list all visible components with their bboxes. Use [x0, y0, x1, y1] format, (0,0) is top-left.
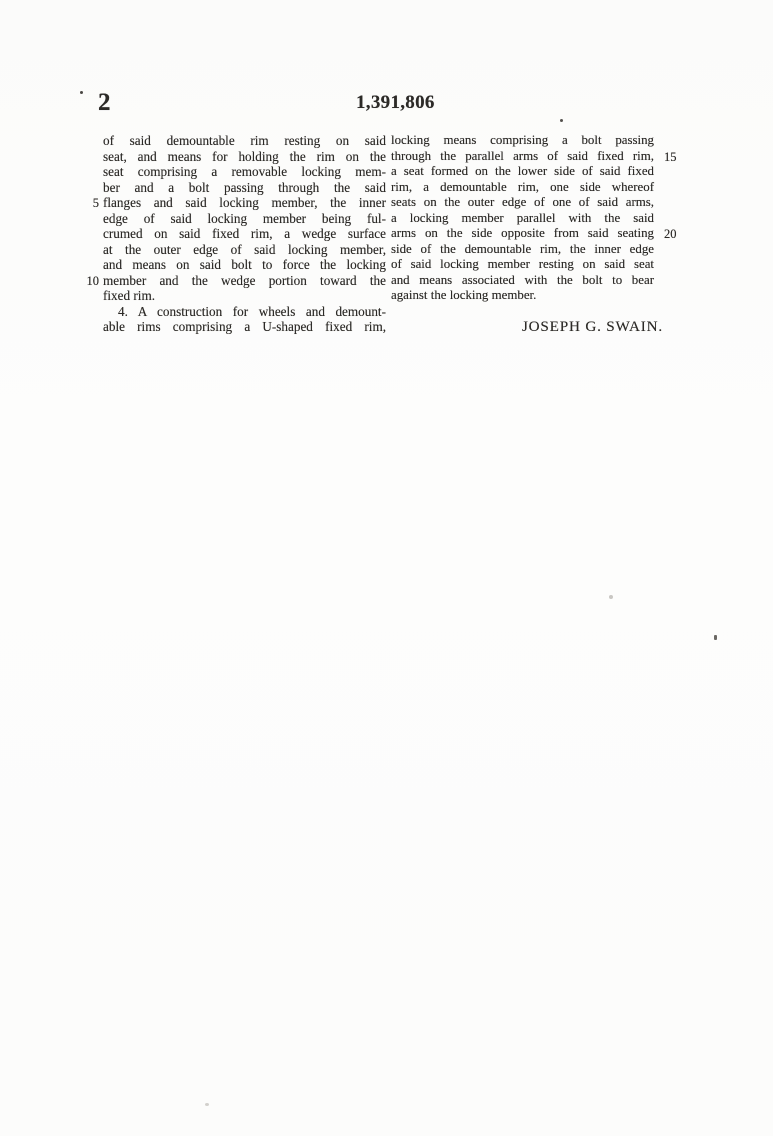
text-line: 4. A construction for wheels and demount- [118, 303, 386, 319]
text-line: through the parallel arms of said fixed rim, [391, 148, 654, 163]
right-column [391, 133, 677, 335]
blank-line [391, 304, 654, 320]
patent-number: 1,391,806 [356, 92, 435, 113]
text-line: fixed rim. [103, 288, 156, 303]
text-line: a seat formed on the lower side of said fixed [391, 164, 654, 178]
scan-speck [205, 1103, 209, 1106]
text-line: side of the demountable rim, the inner edge [391, 241, 654, 256]
margin-line-number-15: 15 [664, 149, 677, 164]
scan-speck [80, 91, 83, 94]
inventor-signature: JOSEPH G. SWAIN. [521, 318, 663, 335]
scan-speck [609, 595, 613, 599]
text-line: and means associated with the bolt to bear [391, 272, 654, 287]
text-line: seat, and means for holding the rim on the [103, 148, 386, 164]
text-line: flanges and said locking member, the inner [103, 195, 386, 210]
text-line: arms on the side opposite from said seating [391, 226, 654, 240]
text-line: rim, a demountable rim, one side whereof [391, 179, 654, 194]
text-line: locking means comprising a bolt passing [391, 133, 654, 147]
scan-speck [560, 119, 563, 122]
text-line: seats on the outer edge of one of said arms, [391, 195, 654, 209]
margin-line-number-5: 5 [92, 196, 99, 210]
text-line: a locking member parallel with the said [391, 210, 654, 225]
text-line: of said locking member resting on said seat [391, 257, 654, 271]
margin-line-number-20: 20 [664, 227, 677, 241]
text-line: and means on said bolt to force the locking [103, 257, 386, 272]
text-line: ber and a bolt passing through the said [103, 179, 386, 195]
margin-line-number-10: 10 [86, 273, 99, 288]
text-line: able rims comprising a U-shaped fixed rim, [103, 319, 386, 334]
left-column [86, 133, 386, 335]
page-number: 2 [98, 89, 111, 116]
text-line: edge of said locking member being ful- [103, 210, 386, 226]
text-line: against the locking member. [391, 288, 537, 302]
text-line: seat comprising a removable locking mem- [103, 164, 386, 179]
text-line: of said demountable rim resting on said [103, 133, 386, 148]
text-line: at the outer edge of said locking member, [103, 241, 386, 257]
scan-speck [714, 635, 717, 640]
text-line: crumed on said fixed rim, a wedge surface [103, 226, 386, 241]
text-line: member and the wedge portion toward the [103, 272, 386, 288]
